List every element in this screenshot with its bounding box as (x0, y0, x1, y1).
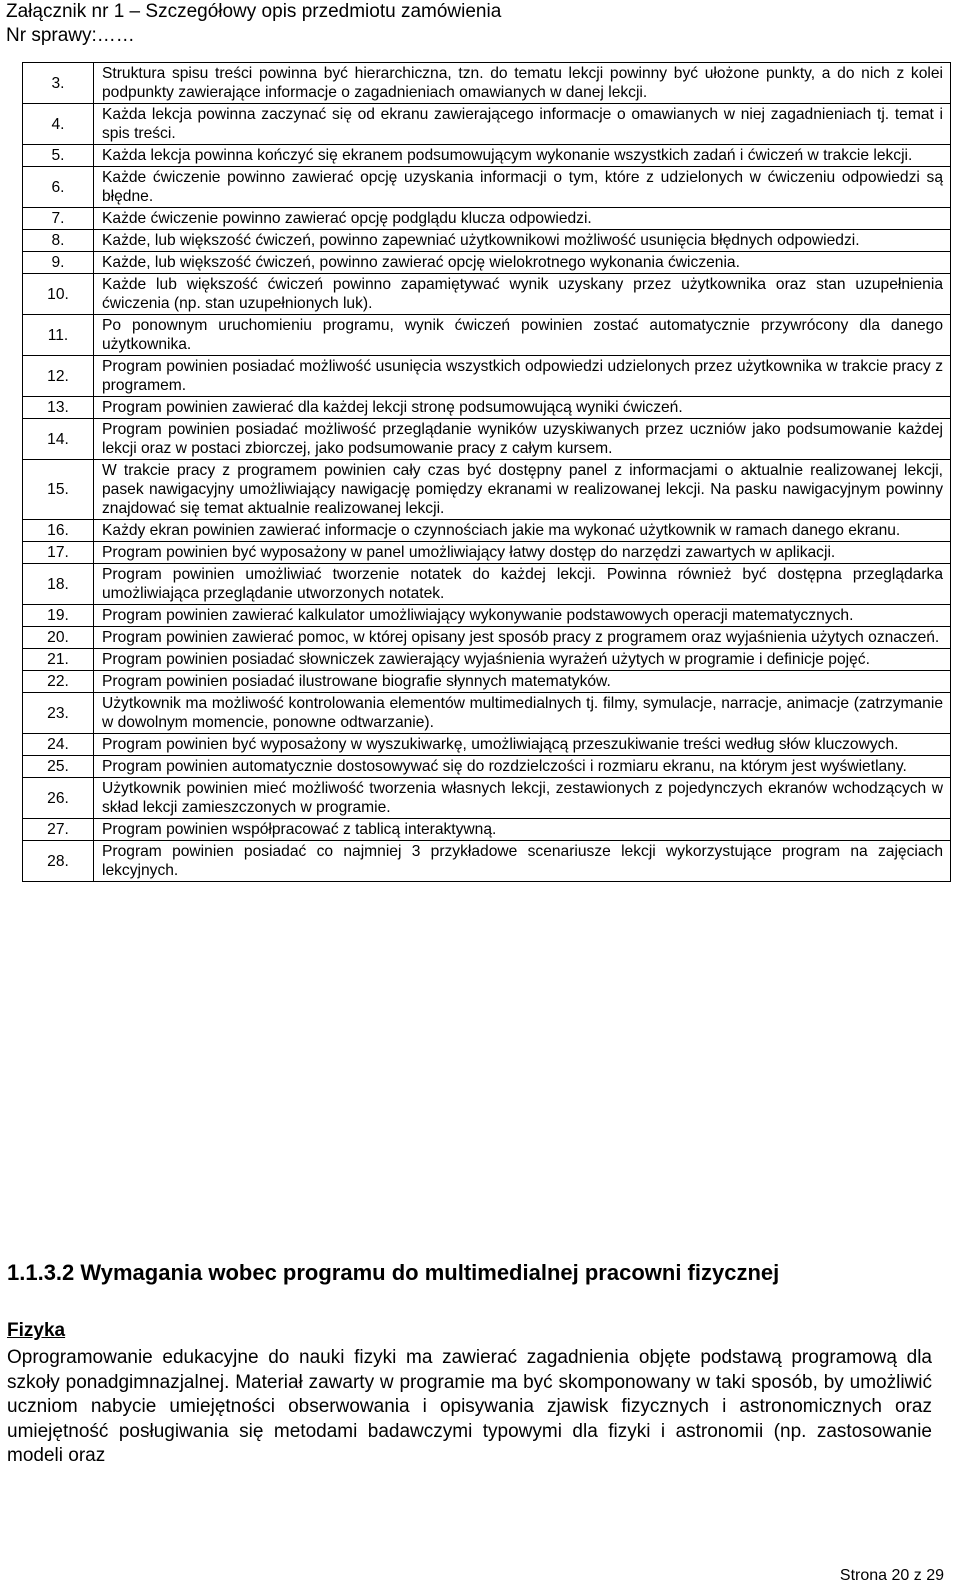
table-row (23, 104, 951, 145)
row-number: 20. (23, 627, 94, 649)
row-number: 28. (23, 841, 94, 882)
requirements-table (22, 62, 951, 882)
table-row (23, 649, 951, 671)
row-number: 10. (23, 274, 94, 315)
row-text: Struktura spisu treści powinna być hierarchiczna, tzn. do tematu lekcji powinny być ułożone punkty, a do nich z kolei podpunkty zawierające informacje o zagadnieniach omawianych w danej lekcji. (94, 63, 951, 104)
section-title: 1.1.3.2 Wymagania wobec programu do multimedialnej pracowni fizycznej (7, 1260, 780, 1285)
row-number: 8. (23, 230, 94, 252)
row-number: 22. (23, 671, 94, 693)
row-number: 9. (23, 252, 94, 274)
row-text: Po ponownym uruchomieniu programu, wynik ćwiczeń powinien zostać automatycznie przywrócony dla danego użytkownika. (94, 315, 951, 356)
table-row (23, 167, 951, 208)
row-number: 5. (23, 145, 94, 167)
table-row (23, 274, 951, 315)
table-row (23, 756, 951, 778)
subject-heading: Fizyka (7, 1320, 66, 1341)
row-text: Program powinien zawierać pomoc, w której opisany jest sposób pracy z programem oraz wyjaśnienia użytych oznaczeń. (94, 627, 951, 649)
table-row (23, 356, 951, 397)
table-row (23, 315, 951, 356)
row-number: 15. (23, 460, 94, 520)
table-row (23, 520, 951, 542)
row-number: 4. (23, 104, 94, 145)
row-number: 7. (23, 208, 94, 230)
row-number: 26. (23, 778, 94, 819)
row-text: Program powinien być wyposażony w panel umożliwiający łatwy dostęp do narzędzi zawartych w aplikacji. (94, 542, 951, 564)
row-text: Każda lekcja powinna zaczynać się od ekranu zawierającego informacje o omawianych w niej zagadnieniach tj. temat i spis treści. (94, 104, 951, 145)
row-text: Użytkownik ma możliwość kontrolowania elementów multimedialnych tj. filmy, symulacje, narracje, animacje (zatrzymanie w dowolnym momencie, ponowne odtwarzanie). (94, 693, 951, 734)
row-number: 17. (23, 542, 94, 564)
row-number: 12. (23, 356, 94, 397)
row-number: 14. (23, 419, 94, 460)
row-text: Program powinien być wyposażony w wyszukiwarkę, umożliwiającą przeszukiwanie treści według słów kluczowych. (94, 734, 951, 756)
row-text: Każde, lub większość ćwiczeń, powinno zapewniać użytkownikowi możliwość usunięcia błędnych odpowiedzi. (94, 230, 951, 252)
row-number: 6. (23, 167, 94, 208)
row-number: 18. (23, 564, 94, 605)
row-number: 3. (23, 63, 94, 104)
requirements-table-grid (22, 62, 951, 882)
table-row (23, 460, 951, 520)
row-number: 11. (23, 315, 94, 356)
row-number: 19. (23, 605, 94, 627)
row-text: Każde ćwiczenie powinno zawierać opcję uzyskania informacji o tym, które z udzielonych w ćwiczeniu odpowiedzi są błędne. (94, 167, 951, 208)
row-text: Program powinien posiadać słowniczek zawierający wyjaśnienia wyrażeń użytych w programie i definicje pojęć. (94, 649, 951, 671)
table-row (23, 671, 951, 693)
row-text: Program powinien posiadać ilustrowane biografie słynnych matematyków. (94, 671, 951, 693)
case-number: Nr sprawy:…… (6, 25, 135, 46)
table-row (23, 627, 951, 649)
table-row (23, 734, 951, 756)
table-row (23, 693, 951, 734)
row-text: Każde ćwiczenie powinno zawierać opcję podglądu klucza odpowiedzi. (94, 208, 951, 230)
row-number: 21. (23, 649, 94, 671)
table-row (23, 778, 951, 819)
row-text: W trakcie pracy z programem powinien cały czas być dostępny panel z informacjami o aktualnie realizowanej lekcji, pasek nawigacyjny umożliwiający nawigację pomiędzy ekranami w realizowanej lekcji. Na pasku nawigacyjnym powinny znajdować się temat aktualnie realizowanej lekcji. (94, 460, 951, 520)
table-row (23, 419, 951, 460)
row-text: Użytkownik powinien mieć możliwość tworzenia własnych lekcji, zestawionych z pojedynczych ekranów wchodzących w skład lekcji zamieszczonych w programie. (94, 778, 951, 819)
table-row (23, 63, 951, 104)
page-header (6, 0, 946, 48)
row-text: Program powinien zawierać dla każdej lekcji stronę podsumowującą wyniki ćwiczeń. (94, 397, 951, 419)
table-row (23, 145, 951, 167)
row-text: Program powinien automatycznie dostosowywać się do rozdzielczości i rozmiaru ekranu, na którym jest wyświetlany. (94, 756, 951, 778)
row-text: Każde lub większość ćwiczeń powinno zapamiętywać wynik uzyskany przez użytkownika oraz stan uzupełnienia ćwiczenia (np. stan uzupełnionych luk). (94, 274, 951, 315)
row-text: Każde, lub większość ćwiczeń, powinno zawierać opcję wielokrotnego wykonania ćwiczenia. (94, 252, 951, 274)
row-text: Każdy ekran powinien zawierać informacje o czynnościach jakie ma wykonać użytkownik w ramach danego ekranu. (94, 520, 951, 542)
row-text: Program powinien posiadać co najmniej 3 przykładowe scenariusze lekcji wykorzystujące program na zajęciach lekcyjnych. (94, 841, 951, 882)
table-row (23, 252, 951, 274)
table-row (23, 208, 951, 230)
header-title: Załącznik nr 1 – Szczegółowy opis przedmiotu zamówienia (6, 1, 502, 22)
row-number: 13. (23, 397, 94, 419)
row-text: Program powinien posiadać możliwość przeglądanie wyników uzyskiwanych przez uczniów jako podsumowanie każdej lekcji oraz w postaci zbiorczej, jako podsumowanie pracy z całym kursem. (94, 419, 951, 460)
row-text: Program powinien zawierać kalkulator umożliwiający wykonywanie podstawowych operacji matematycznych. (94, 605, 951, 627)
body-paragraph: Oprogramowanie edukacyjne do nauki fizyki ma zawierać zagadnienia objęte podstawą programową dla szkoły ponadgimnazjalnej. Materiał zawarty w programie ma być skomponowany w taki sposób, by umożliwić uczniom nabycie umiejętności obserwowania i opisywania zjawisk fizycznych i astronomicznych oraz umiejętność posługiwania się metodami badawczymi typowymi dla fizyki i astronomii (np. zastosowanie modeli oraz (7, 1347, 932, 1466)
table-row (23, 605, 951, 627)
row-number: 27. (23, 819, 94, 841)
row-number: 24. (23, 734, 94, 756)
row-number: 16. (23, 520, 94, 542)
table-row (23, 819, 951, 841)
row-text: Program powinien umożliwiać tworzenie notatek do każdej lekcji. Powinna również być dostępna przeglądarka umożliwiająca przeglądanie utworzonych notatek. (94, 564, 951, 605)
row-text: Program powinien współpracować z tablicą interaktywną. (94, 819, 951, 841)
table-row (23, 841, 951, 882)
table-row (23, 542, 951, 564)
row-number: 25. (23, 756, 94, 778)
row-text: Program powinien posiadać możliwość usunięcia wszystkich odpowiedzi udzielonych przez użytkownika w trakcie pracy z programem. (94, 356, 951, 397)
page-number: Strona 20 z 29 (839, 1567, 944, 1584)
table-row (23, 564, 951, 605)
row-number: 23. (23, 693, 94, 734)
table-row (23, 397, 951, 419)
row-text: Każda lekcja powinna kończyć się ekranem podsumowującym wykonanie wszystkich zadań i ćwiczeń w trakcie lekcji. (94, 145, 951, 167)
table-row (23, 230, 951, 252)
